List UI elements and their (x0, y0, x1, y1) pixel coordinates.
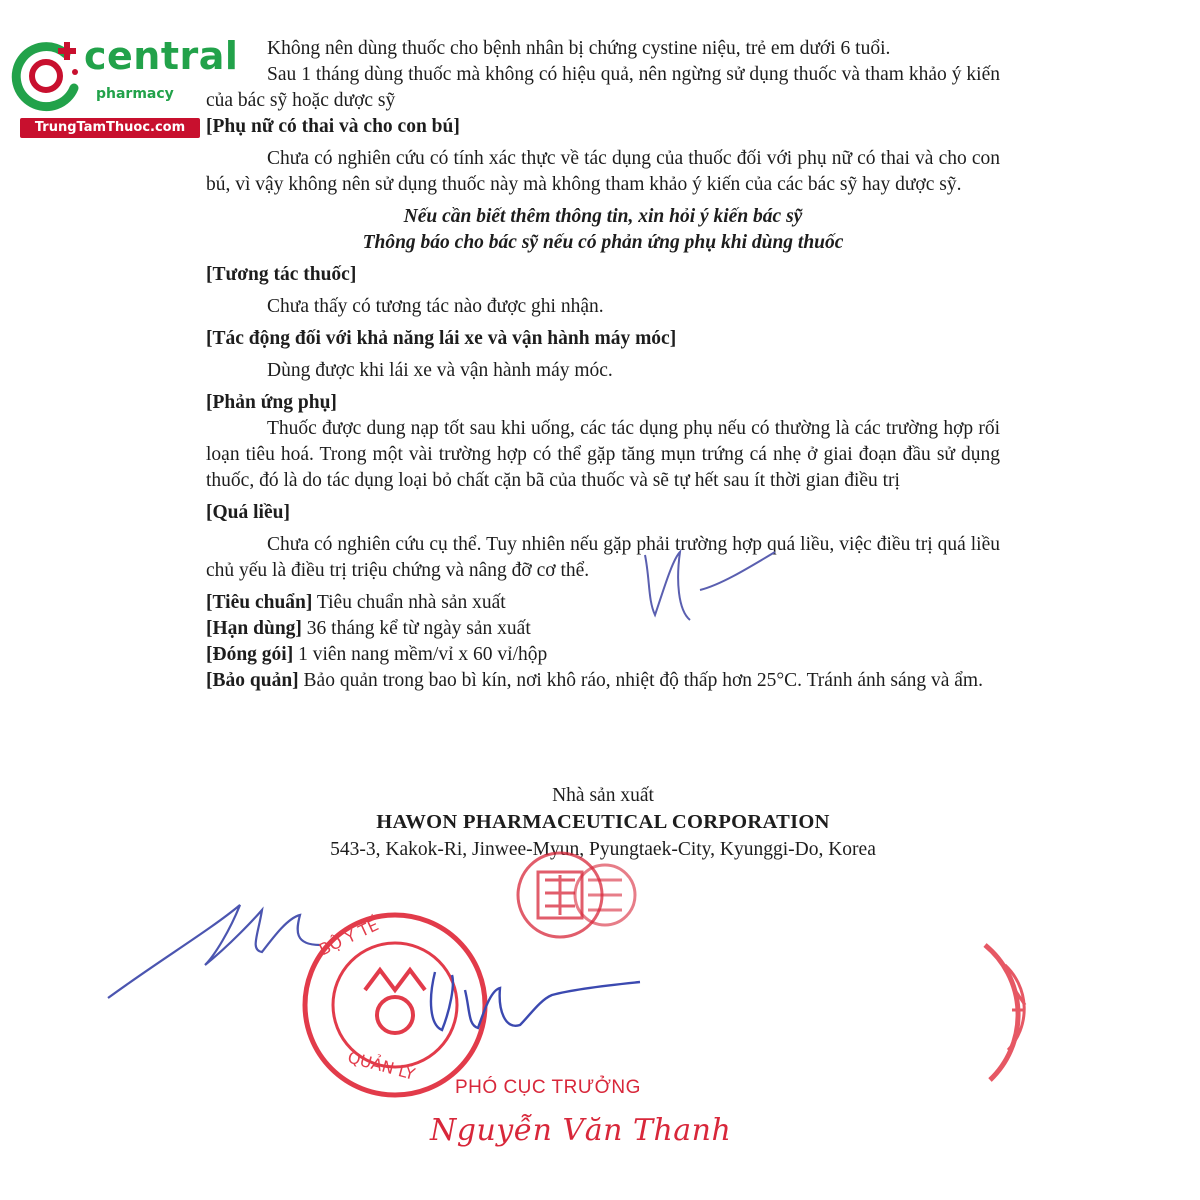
standard-value: Tiêu chuẩn nhà sản xuất (312, 592, 506, 613)
storage-row (206, 668, 1000, 694)
expiry-value: 36 tháng kể từ ngày sản xuất (301, 618, 531, 639)
signer-title: PHÓ CỤC TRƯỞNG (455, 1077, 641, 1098)
standard-row (206, 590, 1000, 616)
brand-sub: pharmacy (96, 86, 174, 102)
central-pharmacy-logo (8, 34, 239, 136)
storage-label: [Bảo quản] (206, 670, 299, 691)
right-seal (985, 945, 1025, 1080)
intro-line-2: Sau 1 tháng dùng thuốc mà không có hiệu quả, nên ngừng sử dụng thuốc và tham khảo ý kiến của bác sỹ hoặc dược sỹ (206, 64, 1000, 111)
expiry-row (206, 616, 1000, 642)
notice-line-2: Thông báo cho bác sỹ nếu có phản ứng phụ khi dùng thuốc (362, 232, 844, 253)
overdose-heading: [Quá liều] (206, 502, 290, 523)
pregnancy-text: Chưa có nghiên cứu có tính xác thực về tác dụng của thuốc đối với phụ nữ có thai và cho con bú, vì vậy không nên sử dụng thuốc này mà không tham khảo ý kiến của các bác sỹ hay dược sỹ. (206, 148, 1000, 195)
document-body (206, 36, 1000, 694)
svg-text:QUẢN LÝ: QUẢN LÝ (345, 1047, 418, 1084)
manufacturer-block (206, 782, 1000, 863)
overdose-text: Chưa có nghiên cứu cụ thể. Tuy nhiên nếu gặp phải trường hợp quá liều, việc điều trị quá liều chủ yếu là điều trị triệu chứng và nâng đỡ cơ thể. (206, 534, 1000, 581)
brand-site: TrungTamThuoc.com (20, 118, 200, 138)
company-seal-2 (575, 865, 635, 925)
manufacturer-label: Nhà sản xuất (552, 785, 654, 806)
pack-row (206, 642, 1000, 668)
storage-value: Bảo quản trong bao bì kín, nơi khô ráo, nhiệt độ thấp hơn 25°C. Tránh ánh sáng và ẩm. (298, 670, 983, 691)
svg-text:BỘ Y TẾ: BỘ Y TẾ (316, 915, 382, 960)
company-seal (518, 853, 602, 937)
driving-text: Dùng được khi lái xe và vận hành máy móc. (267, 360, 613, 381)
standard-label: [Tiêu chuẩn] (206, 592, 313, 613)
manufacturer-address: 543-3, Kakok-Ri, Jinwee-Myun, Pyungtaek-City, Kyunggi-Do, Korea (330, 839, 876, 860)
driving-heading: [Tác động đối với khả năng lái xe và vận hành máy móc] (206, 328, 677, 349)
notice-line-1: Nếu cần biết thêm thông tin, xin hỏi ý kiến bác sỹ (403, 206, 803, 227)
expiry-label: [Hạn dùng] (206, 618, 302, 639)
interaction-text: Chưa thấy có tương tác nào được ghi nhận. (267, 296, 604, 317)
main-signature (431, 972, 640, 1030)
pregnancy-heading: [Phụ nữ có thai và cho con bú] (206, 116, 460, 137)
ministry-seal (305, 913, 485, 1095)
side-effects-heading: [Phản ứng phụ] (206, 392, 337, 413)
side-effects-text: Thuốc được dung nạp tốt sau khi uống, các tác dụng phụ nếu có thường là các trường hợp rối loạn tiêu hoá. Trong một vài trường hợp có thể gặp tăng mụn trứng cá nhẹ ở giai đoạn đầu sử dụng thuốc, đó là do tác dụng loại bỏ chất cặn bã của thuốc và sẽ tự hết sau ít thời gian điều trị (206, 418, 1000, 491)
brand-name: central (84, 34, 239, 78)
interaction-heading: [Tương tác thuốc] (206, 264, 357, 285)
pack-label: [Đóng gói] (206, 644, 294, 665)
intro-line-1: Không nên dùng thuốc cho bệnh nhân bị chứng cystine niệu, trẻ em dưới 6 tuổi. (267, 38, 891, 59)
signer-name: Nguyễn Văn Thanh (430, 1113, 732, 1148)
central-logo-icon (8, 36, 88, 116)
left-signature (108, 905, 320, 998)
manufacturer-name: HAWON PHARMACEUTICAL CORPORATION (376, 811, 830, 833)
pack-value: 1 viên nang mềm/vỉ x 60 vỉ/hộp (293, 644, 548, 665)
